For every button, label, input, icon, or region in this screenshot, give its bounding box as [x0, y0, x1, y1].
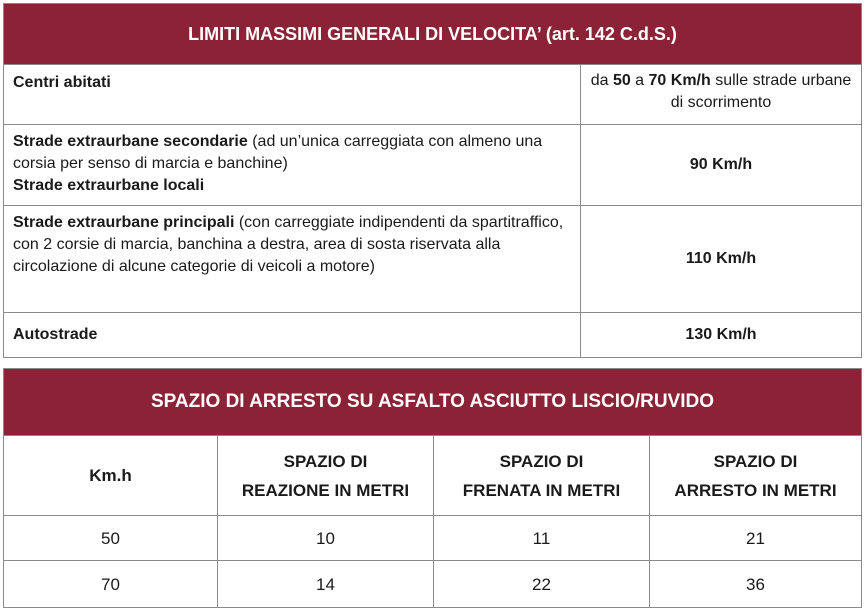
speed-value: 50 [4, 516, 218, 560]
table-row [4, 561, 861, 608]
speed-limit-cell: 130 Km/h [685, 326, 757, 343]
header-line: ARRESTO IN METRI [674, 480, 837, 500]
road-type-name-secondary: Strade extraurbane locali [13, 177, 205, 194]
column-header-stopping [650, 436, 861, 515]
stopping-distance-value: 21 [746, 528, 765, 548]
limit-prefix: da [590, 72, 613, 89]
speed-limits-table [3, 3, 862, 358]
stopping-distance-table [3, 368, 862, 608]
road-type-name: Strade extraurbane secondarie [13, 133, 248, 150]
road-type-cell [4, 313, 581, 357]
road-type-cell [4, 125, 581, 205]
speed-limit-cell: 90 Km/h [689, 156, 753, 173]
reaction-distance-value: 14 [218, 561, 434, 608]
table-row [4, 206, 861, 313]
speed-limit-cell: 110 Km/h [685, 250, 757, 267]
header-line: SPAZIO DI [713, 451, 798, 471]
road-type-description: (con carreggiate indipendenti da spartitraffico, con 2 corsie di marcia, banchina a destra, area di sosta riservata alla circolazione di alcune categorie di veicoli a motore) [13, 214, 564, 275]
header-line: REAZIONE IN METRI [241, 480, 410, 500]
table-row [4, 65, 861, 125]
limit-mid: a [630, 72, 649, 89]
braking-distance-value: 11 [434, 516, 650, 560]
road-type-cell [4, 206, 581, 312]
header-line: Km.h [89, 466, 132, 485]
speed-limits-title: LIMITI MASSIMI GENERALI DI VELOCITA’ (art. 142 C.d.S.) [4, 4, 861, 65]
header-line: SPAZIO DI [499, 451, 584, 471]
table-row [4, 313, 861, 357]
road-type-cell [4, 65, 581, 124]
speed-limit-cell [581, 65, 861, 124]
limit-to: 70 Km/h [648, 72, 711, 89]
header-line: FRENATA IN METRI [462, 480, 621, 500]
stopping-distance-value: 36 [746, 575, 765, 594]
braking-distance-value: 22 [434, 561, 650, 608]
limit-from: 50 [612, 72, 631, 89]
table-row [4, 125, 861, 206]
column-header-speed [4, 436, 218, 515]
road-type-description: (ad un’unica carreggiata con almeno una corsia per senso di marcia e banchine) [13, 133, 543, 172]
stopping-distance-title: SPAZIO DI ARRESTO SU ASFALTO ASCIUTTO LISCIO/RUVIDO [4, 369, 861, 436]
table-header-row [4, 436, 861, 516]
speed-limit-text [587, 70, 855, 114]
header-line: SPAZIO DI [283, 451, 368, 471]
road-type-name: Centri abitati [13, 74, 111, 91]
limit-suffix: sulle strade urbane di scorrimento [670, 72, 852, 111]
column-header-braking [434, 436, 650, 515]
table-row [4, 516, 861, 561]
speed-value: 70 [4, 561, 218, 608]
reaction-distance-value: 10 [218, 516, 434, 560]
column-header-reaction [218, 436, 434, 515]
road-type-name: Strade extraurbane principali [13, 214, 235, 231]
road-type-name: Autostrade [13, 326, 98, 343]
